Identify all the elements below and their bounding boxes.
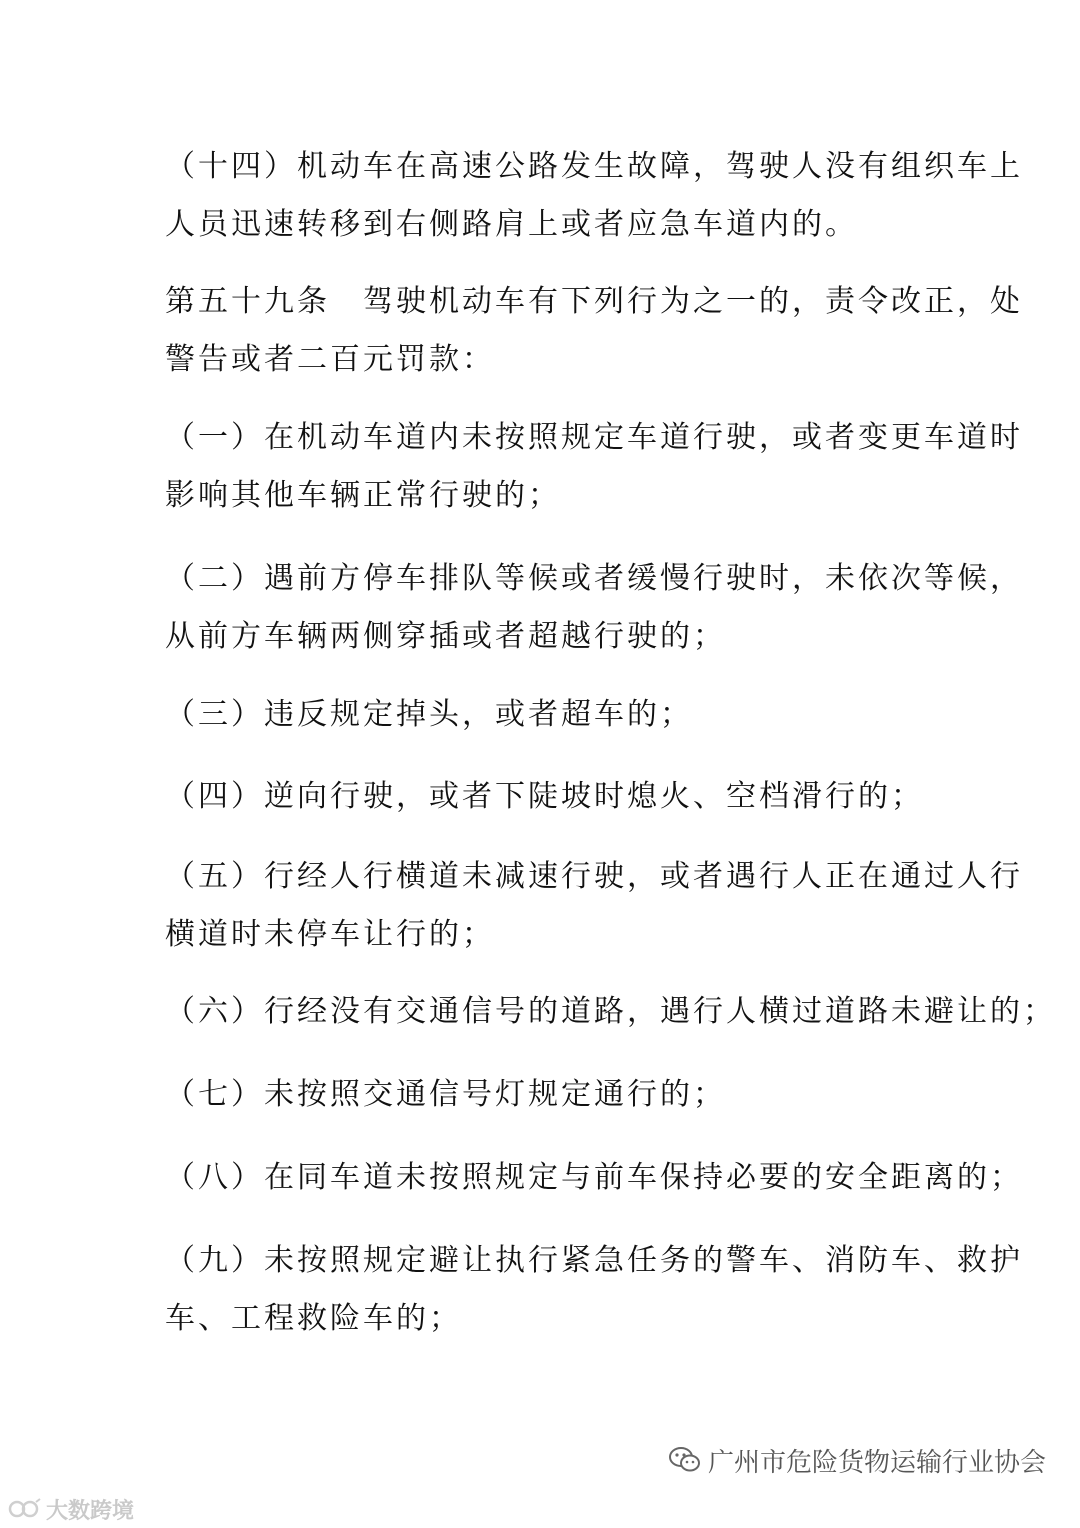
paragraph-item-5	[165, 848, 1023, 964]
paragraph-item-3	[165, 686, 925, 744]
text-line: 车、工程救险车的；	[165, 1301, 462, 1336]
text-line: （一）在机动车道内未按照规定车道行驶，或者变更车道时	[165, 420, 1023, 455]
text-line: （九）未按照规定避让执行紧急任务的警车、消防车、救护	[165, 1243, 1023, 1278]
text-line: （二）遇前方停车排队等候或者缓慢行驶时，未依次等候，	[165, 561, 1023, 596]
text-line: （四）逆向行驶，或者下陡坡时熄火、空档滑行的；	[165, 779, 924, 814]
watermark-brand-text: 大数跨境	[46, 1498, 135, 1524]
watermark-association	[668, 1440, 1046, 1480]
paragraph-item-8	[165, 1149, 1023, 1207]
paragraph-item-7	[165, 1066, 925, 1124]
text-line: （五）行经人行横道未减速行驶，或者遇行人正在通过人行	[165, 859, 1023, 894]
text-line: （六）行经没有交通信号的道路，遇行人横过道路未避让的；	[165, 994, 1056, 1029]
watermark-brand	[8, 1494, 134, 1524]
text-line: 从前方车辆两侧穿插或者超越行驶的；	[165, 619, 726, 654]
text-line: （三）违反规定掉头，或者超车的；	[165, 697, 693, 732]
wechat-icon	[668, 1445, 702, 1475]
paragraph-item-9	[165, 1232, 1023, 1348]
text-line: 影响其他车辆正常行驶的；	[165, 478, 561, 513]
paragraph-item-14	[165, 138, 1023, 254]
text-line: （十四）机动车在高速公路发生故障，驾驶人没有组织车上	[165, 149, 1023, 184]
paragraph-item-6	[165, 983, 1056, 1041]
text-line: （八）在同车道未按照规定与前车保持必要的安全距离的；	[165, 1160, 1023, 1195]
text-line: 警告或者二百元罚款：	[165, 342, 495, 377]
paragraph-item-4	[165, 768, 925, 826]
watermark-association-text: 广州市危险货物运输行业协会	[707, 1447, 1046, 1478]
text-line: 横道时未停车让行的；	[165, 917, 495, 952]
paragraph-article-59	[165, 273, 1023, 389]
text-line: 第五十九条 驾驶机动车有下列行为之一的，责令改正，处	[165, 284, 1023, 319]
text-line: 人员迅速转移到右侧路肩上或者应急车道内的。	[165, 207, 858, 242]
brand-logo-icon	[8, 1497, 42, 1521]
paragraph-item-1	[165, 409, 1023, 525]
text-line: （七）未按照交通信号灯规定通行的；	[165, 1077, 726, 1112]
paragraph-item-2	[165, 550, 1023, 666]
